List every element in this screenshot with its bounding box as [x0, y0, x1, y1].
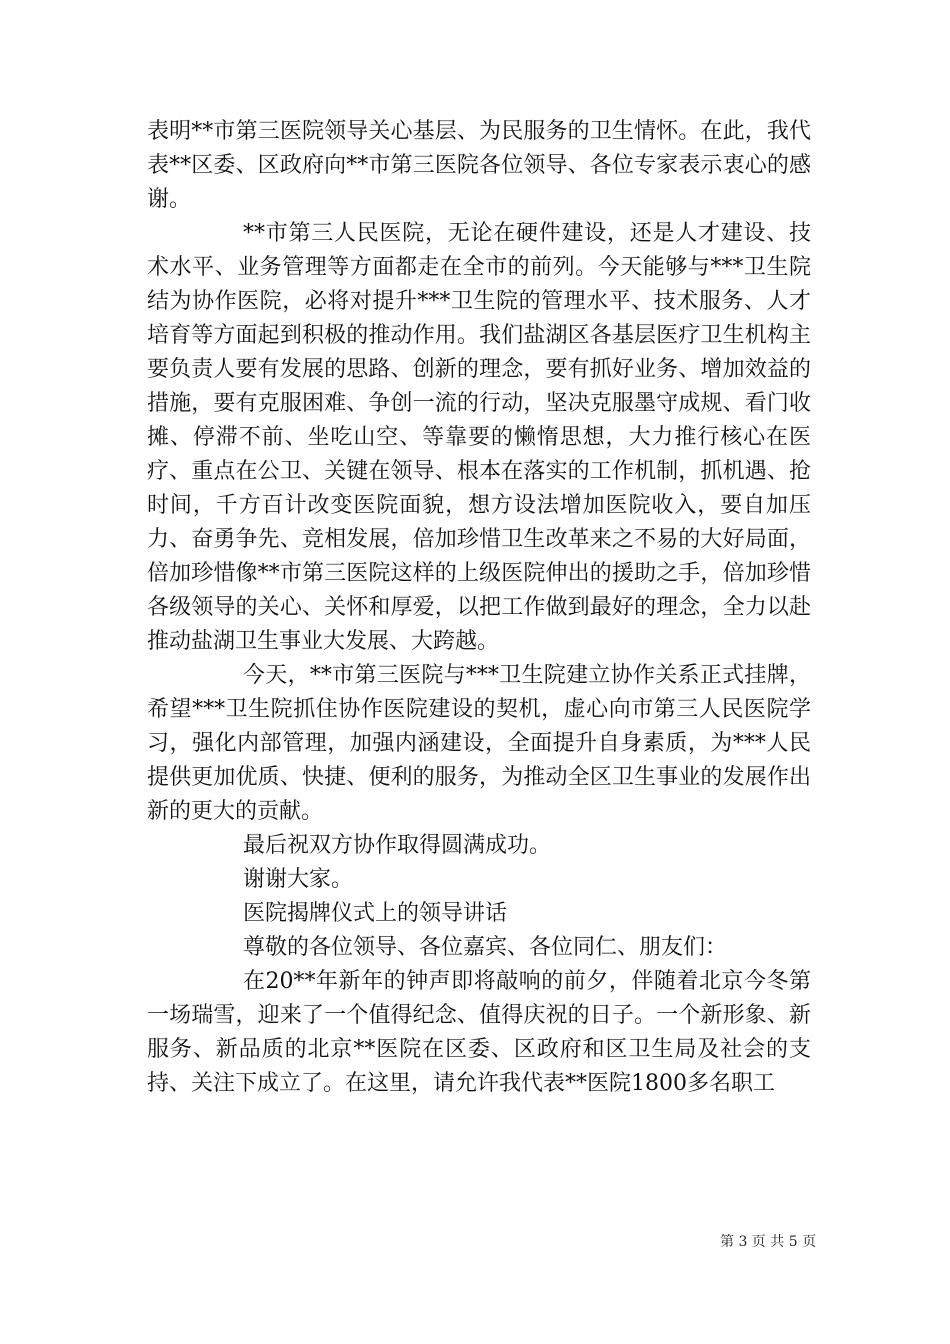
paragraph-2: **市第三人民医院，无论在硬件建设，还是人才建设、技术水平、业务管理等方面都走在全市的前列。今天能够与***卫生院结为协作医院，必将对提升***卫生院的管理水平、技术服务、人才培育等方面起到积极的推动作用。我们盐湖区各基层医疗卫生机构主要负责人要有发展的思路、创新的理念，要有抓好业务、增加效益的措施，要有克服困难、争创一流的行动，坚决克服墨守成规、看门收摊、停滞不前、坐吃山空、等靠要的懒惰思想，大力推行核心在医疗、重点在公卫、关键在领导、根本在落实的工作机制，抓机遇、抢时间，千方百计改变医院面貌，想方设法增加医院收入，要自加压力、奋勇争先、竞相发展，倍加珍惜卫生改革来之不易的大好局面，倍加珍惜像**市第三医院这样的上级医院伸出的援助之手，倍加珍惜各级领导的关心、关怀和厚爱，以把工作做到最好的理念，全力以赴推动盐湖卫生事业大发展、大跨越。 [147, 221, 811, 654]
paragraph-1: 表明**市第三医院领导关心基层、为民服务的卫生情怀。在此，我代表**区委、区政府向**市第三医院各位领导、各位专家表示衷心的感谢。 [147, 119, 811, 212]
paragraph-3: 今天，**市第三医院与***卫生院建立协作关系正式挂牌，希望***卫生院抓住协作医院建设的契机，虚心向市第三人民医院学习，强化内部管理，加强内涵建设，全面提升自身素质，为***人民提供更加优质、快捷、便利的服务，为推动全区卫生事业的发展作出新的更大的贡献。 [147, 663, 811, 824]
paragraph-5: 谢谢大家。 [243, 867, 354, 892]
document-body [147, 115, 811, 1101]
paragraph-4: 最后祝双方协作取得圆满成功。 [243, 833, 552, 858]
paragraph-8: 在20**年新年的钟声即将敲响的前夕，伴随着北京今冬第一场瑞雪，迎来了一个值得纪念、值得庆祝的日子。一个新形象、新服务、新品质的北京**医院在区委、区政府和区卫生局及社会的支持、关注下成立了。在这里，请允许我代表**医院1800多名职工 [147, 969, 811, 1096]
section-title: 医院揭牌仪式上的领导讲话 [243, 901, 508, 926]
page-number: 第 3 页 共 5 页 [720, 1234, 817, 1250]
salutation: 尊敬的各位领导、各位嘉宾、各位同仁、朋友们： [243, 935, 728, 960]
